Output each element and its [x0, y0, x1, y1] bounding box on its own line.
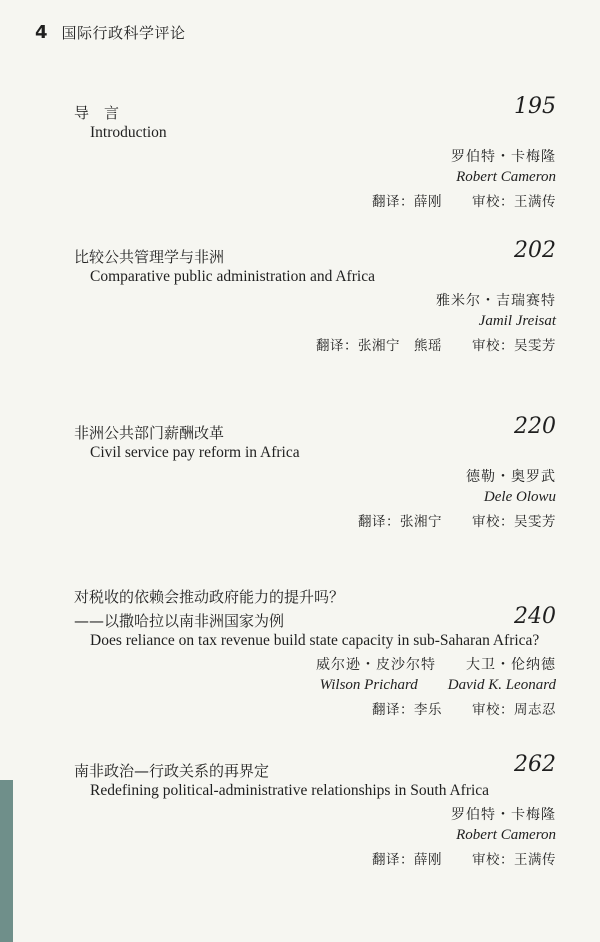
entry-title-zh[interactable]: 对税收的依赖会推动政府能力的提升吗？	[74, 588, 345, 606]
entry-title-zh[interactable]: 导 言	[74, 104, 120, 122]
entry-page[interactable]: 195	[514, 94, 556, 119]
entry-title-en[interactable]: Civil service pay reform in Africa	[90, 444, 300, 461]
entry-title-zh[interactable]: 比较公共管理学与非洲	[74, 248, 225, 266]
author-en: Wilson Prichard	[319, 677, 418, 693]
reviewer: 审校：周志忍	[472, 702, 556, 718]
credits	[74, 848, 556, 868]
credits	[74, 190, 556, 210]
entry-title-en[interactable]: Introduction	[90, 124, 167, 141]
page-edge-bar	[0, 780, 13, 942]
translator: 翻译：李乐	[372, 702, 442, 718]
entry-title-en[interactable]: Does reliance on tax revenue build state capacity in sub-Saharan Africa?	[90, 632, 540, 649]
credits	[74, 698, 556, 718]
translator: 翻译：张湘宁 熊瑶	[316, 338, 442, 354]
author-zh: 大卫・伦纳德	[466, 657, 556, 673]
author-en: Dele Olowu	[483, 489, 556, 505]
entry-page[interactable]: 220	[514, 414, 556, 439]
entry-title-zh[interactable]: 南非政治—行政关系的再界定	[74, 762, 270, 780]
author-zh: 雅米尔・吉瑞赛特	[436, 293, 556, 309]
author-en: David K. Leonard	[447, 677, 556, 693]
toc-entry[interactable]	[74, 94, 556, 210]
authors-en	[74, 677, 556, 694]
entry-page[interactable]: 262	[514, 752, 556, 777]
toc-entry[interactable]	[74, 238, 556, 354]
author-en: Robert Cameron	[456, 827, 556, 843]
entry-title-en[interactable]: Comparative public administration and Africa	[90, 268, 375, 285]
toc-entry[interactable]	[74, 414, 556, 530]
author-en: Robert Cameron	[456, 169, 556, 185]
entry-subtitle-zh[interactable]: ——以撒哈拉以南非洲国家为例	[74, 612, 285, 630]
toc-entry[interactable]	[74, 752, 556, 868]
translator: 翻译：张湘宁	[358, 514, 442, 530]
credits	[74, 510, 556, 530]
authors-zh	[74, 654, 556, 674]
author-en: Jamil Jreisat	[478, 313, 556, 329]
page-number: 4	[35, 22, 48, 43]
entry-page[interactable]: 202	[514, 238, 556, 263]
reviewer: 审校：王满传	[472, 194, 556, 210]
author-zh: 罗伯特・卡梅隆	[451, 149, 556, 165]
credits	[74, 334, 556, 354]
entry-title-zh[interactable]: 非洲公共部门薪酬改革	[74, 424, 225, 442]
toc-entry[interactable]	[74, 584, 556, 718]
author-zh: 威尔逊・皮沙尔特	[316, 657, 436, 673]
author-zh: 德勒・奥罗武	[466, 469, 556, 485]
entry-title-en[interactable]: Redefining political-administrative relationships in South Africa	[90, 782, 490, 799]
reviewer: 审校：吴雯芳	[472, 338, 556, 354]
reviewer: 审校：吴雯芳	[472, 514, 556, 530]
author-zh: 罗伯特・卡梅隆	[451, 807, 556, 823]
translator: 翻译：薛刚	[372, 852, 442, 868]
journal-title: 国际行政科学评论	[61, 24, 186, 42]
running-header	[35, 22, 186, 43]
reviewer: 审校：王满传	[472, 852, 556, 868]
entry-page[interactable]: 240	[514, 604, 556, 629]
translator: 翻译：薛刚	[372, 194, 442, 210]
